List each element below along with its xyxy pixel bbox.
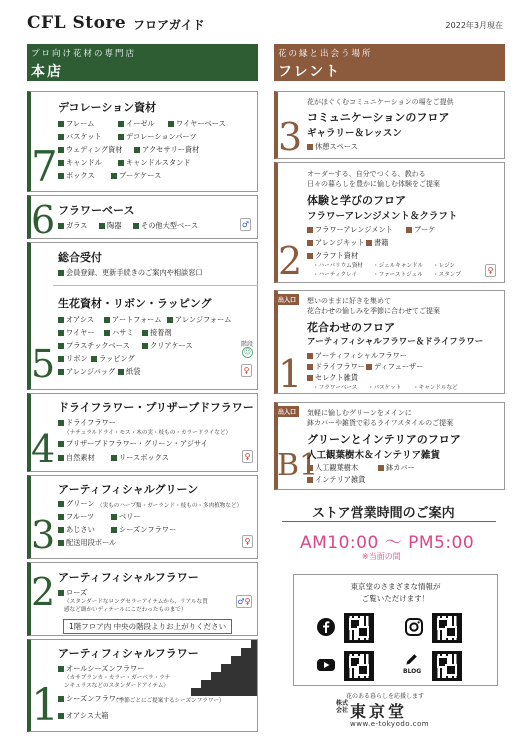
blog-label: BLOG <box>403 668 422 675</box>
list-item: ボックス <box>58 171 95 181</box>
floor-number: 3 <box>31 513 56 557</box>
list-item: 書籍 <box>366 238 388 248</box>
store-name: CFL Store <box>27 13 127 33</box>
floor-1 <box>27 639 258 732</box>
floor-6 <box>27 195 258 242</box>
friend-store-header <box>274 44 505 81</box>
floor-number: 2 <box>31 570 56 614</box>
floor-number: 4 <box>31 427 56 471</box>
floor-subtitle: アーティフィシャルフラワー＆ドライフラワー <box>307 337 484 347</box>
list-item: キャンドルスタンド <box>118 158 190 168</box>
list-item: ベリー <box>111 512 141 522</box>
instagram-qr-code[interactable] <box>432 613 462 643</box>
list-item: キャンドル <box>58 158 102 168</box>
list-item: ドライフラワー <box>58 418 116 428</box>
list-item: ガラス <box>58 221 87 231</box>
entrance-badge: 出入口 <box>275 294 299 305</box>
list-item: ローズ <box>58 588 87 598</box>
facebook-qr-code[interactable] <box>344 613 374 643</box>
item-detail: （季節ごとにご提案するシーズンフラワー） <box>113 698 225 704</box>
floor-number: B1 <box>277 448 319 483</box>
floor-5 <box>27 242 258 390</box>
list-item: リースボックス <box>111 453 169 463</box>
floor-number: 1 <box>31 680 59 731</box>
list-item: ワイヤー <box>58 328 95 338</box>
list-item: アーティフィシャルフラワー <box>307 351 407 361</box>
friend-store-tagline: 花の縁と出会う場所 <box>278 49 373 59</box>
list-item: シーズンフラワー <box>58 694 123 704</box>
floor-description: オーダーする、自分でつくる、教わる <box>307 170 426 178</box>
list-item: フルーツ <box>58 512 94 522</box>
floor-title: グリーンとインテリアのフロア <box>307 433 461 446</box>
floor-3 <box>27 475 258 559</box>
floor-description: 気軽に愉しむグリーンをメインに <box>307 409 412 417</box>
company-type: 株式会社 <box>336 700 349 714</box>
company-logo: 東京堂 <box>350 702 408 721</box>
sns-text: ご覧いただけます！ <box>361 594 430 603</box>
list-item: 会員登録、更新手続きのご案内や相談窓口 <box>58 268 203 278</box>
list-item: ラッピング <box>91 354 135 364</box>
list-item: ワイヤーベース <box>168 119 226 129</box>
floor-description: 日々の暮らしを豊かに愉しむ体験をご提案 <box>307 180 440 188</box>
friend-floor-3 <box>274 91 505 159</box>
floor-title: 生花資材・リボン・ラッピング <box>58 297 212 310</box>
blog-qr-code[interactable] <box>432 651 462 681</box>
floor-description: 想いのままに好きを集めて <box>307 297 391 305</box>
list-item: オールシーズンフラワー <box>58 664 144 674</box>
sub-item: ・キャンドルなど <box>413 385 458 391</box>
floor-7 <box>27 91 258 192</box>
blog-pencil-icon[interactable] <box>404 651 420 667</box>
floor-title: アーティフィシャルグリーン <box>58 483 199 496</box>
list-item: アレンジバッグ <box>58 367 115 377</box>
list-item: ウェディング資材 <box>58 145 123 155</box>
sub-item: ・ハーバリウム資材 <box>313 263 364 269</box>
list-item: リボン <box>58 354 88 364</box>
item-detail: （ナチュラルドライ・モス・木の実・枝もの・カラードライなど） <box>64 430 232 436</box>
restroom-female-icon: ♀ <box>242 535 253 548</box>
hours-time: AM10:00 ～ PM5:00 <box>300 533 475 553</box>
list-item: バスケット <box>58 132 102 142</box>
list-item: フレーム <box>58 119 94 129</box>
facebook-icon[interactable] <box>316 617 336 637</box>
floor-description: 鉢カバーや雑貨で彩るライフスタイルのご提案 <box>307 419 454 427</box>
restroom-male-icon: ♂ <box>241 220 250 229</box>
sns-box <box>293 574 498 686</box>
list-item: オアシス大箱 <box>58 711 108 721</box>
sub-item: ・スタンプ <box>433 272 461 278</box>
list-item: フラワーアレンジメント <box>307 225 393 235</box>
instagram-icon[interactable] <box>404 617 424 637</box>
restroom-female-icon: ♀ <box>485 264 496 277</box>
floor-title: アーティフィシャルフラワー <box>58 571 199 584</box>
stairs-icon <box>191 640 257 696</box>
list-item: セレクト雑貨 <box>307 373 358 383</box>
list-item: アレンジキット <box>307 238 365 248</box>
list-item: 紙袋 <box>118 367 140 377</box>
friend-floor-1 <box>274 290 505 394</box>
list-item: グリーン <box>58 499 95 509</box>
sub-item: ・ハーティクレイ <box>313 272 358 278</box>
page-title: フロアガイド <box>133 18 205 32</box>
main-store-header <box>27 44 258 81</box>
friend-store-name: フレント <box>278 64 342 80</box>
list-item: アクセサリー資材 <box>134 145 199 155</box>
list-item: 人工観葉樹木 <box>307 463 358 473</box>
list-item: あじさい <box>58 525 95 535</box>
sub-item: ・レジン <box>433 263 456 269</box>
floor-number: 6 <box>31 198 56 242</box>
list-item: ディフューザー <box>366 362 423 372</box>
list-item: 休憩スペース <box>307 142 358 152</box>
floor-title: コミュニケーションのフロア <box>307 111 450 124</box>
floor-title: フラワーベース <box>58 204 135 217</box>
list-item: プリザーブドフラワー・グリーン・アジサイ <box>58 439 208 449</box>
list-item: ハサミ <box>104 328 134 338</box>
list-item: 自然素材 <box>58 453 95 463</box>
list-item: その他大型ベース <box>133 221 198 231</box>
list-item: イーゼル <box>118 119 155 129</box>
main-store-tagline: プロ向け花材の専門店 <box>31 49 137 59</box>
reception-title: 総合受付 <box>58 251 102 264</box>
list-item: 陶器 <box>99 221 121 231</box>
floor-number: 7 <box>31 142 58 191</box>
floor-title: 花合わせのフロア <box>307 321 395 334</box>
list-item: オアシス <box>58 315 94 325</box>
list-item: 鉢カバー <box>378 463 415 473</box>
list-item: アレンジフォーム <box>167 315 232 325</box>
floor-number: 5 <box>31 342 56 386</box>
floor-2 <box>27 562 258 636</box>
hours-title: ストア営業時間のご案内 <box>312 506 455 521</box>
stairs-label: 階段 <box>241 341 254 348</box>
stairs-notice: 1階フロア内 中央の階段よりお上がりください <box>63 619 232 634</box>
list-item: インテリア雑貨 <box>307 475 365 485</box>
youtube-qr-code[interactable] <box>344 651 374 681</box>
main-store-name: 本店 <box>31 64 63 80</box>
item-detail: （スタンダードなロングセラーアイテムから、リアルな質感など細かいディテールにこだわったものまで） <box>64 599 208 613</box>
floor-title: 体験と学びのフロア <box>307 194 406 207</box>
list-item: ドライフラワー <box>307 362 365 372</box>
website-url[interactable]: www.e-tokyodo.com <box>350 720 430 728</box>
restroom-icon: ♂♀ <box>237 597 251 606</box>
list-item: アートフォーム <box>104 315 162 325</box>
floor-title: デコレーション資材 <box>58 101 157 114</box>
sub-item: ・ジェルキャンドル <box>373 263 424 269</box>
list-item: 配送用段ボール <box>58 538 116 548</box>
list-item: ブーケケース <box>111 171 161 181</box>
smile-icon: ☺ <box>243 348 252 356</box>
floor-description: 花合わせの愉しみを季節に合わせてご提案 <box>307 307 440 315</box>
floor-title: アーティフィシャルフラワー <box>58 647 199 660</box>
restroom-female-icon: ♀ <box>241 364 252 377</box>
list-item: シーズンフラワー <box>111 525 176 535</box>
floor-number: 3 <box>278 115 303 159</box>
friend-floor-2 <box>274 162 505 283</box>
list-item: 接着剤 <box>142 328 172 338</box>
floor-subtitle: 人工観葉樹木＆インテリア雑貨 <box>307 450 441 461</box>
list-item: ブーケ <box>406 225 435 235</box>
floor-4 <box>27 393 258 472</box>
entrance-badge: 出入口 <box>275 406 299 417</box>
divider <box>282 521 496 522</box>
list-item: デコレーションパーツ <box>118 132 197 142</box>
floor-subtitle: ギャラリー＆レッスン <box>307 128 402 139</box>
restroom-female-icon: ♀ <box>242 450 253 463</box>
sns-text: 東京堂のさまざまな情報が <box>350 582 441 591</box>
floor-title: ドライフラワー・プリザーブドフラワー <box>58 401 254 414</box>
floor-number: 2 <box>278 239 303 283</box>
floor-subtitle: フラワーアレンジメント＆クラフト <box>307 211 458 222</box>
sub-item: ・ファーストジェル <box>373 272 423 278</box>
list-item: プラスチックベース <box>58 341 130 351</box>
hours-note: ※当面の間 <box>362 552 401 561</box>
date-label: 2022年3月現在 <box>445 21 503 30</box>
list-item: クリアケース <box>142 341 193 351</box>
friend-floor-b1 <box>274 402 505 490</box>
floor-number: 1 <box>278 352 303 396</box>
list-item: クラフト資材 <box>307 251 358 261</box>
footer-slogan: 花のある暮らしを応援します <box>346 693 425 700</box>
sub-item: ・バスケット <box>368 385 402 391</box>
divider <box>53 285 258 286</box>
floor-description: 花がほぐくむコミュニケーションの場をご提供 <box>307 98 454 106</box>
item-detail: （実ものハーブ類・ガーランド・枝もの・多肉植物など） <box>97 503 243 509</box>
item-detail: （カサブランカ・カラー・ガーベラ・ラナンキュラスなどのスタンダードアイテム） <box>64 675 171 689</box>
youtube-icon[interactable] <box>316 655 336 675</box>
sub-item: ・フラワーベース <box>313 385 358 391</box>
